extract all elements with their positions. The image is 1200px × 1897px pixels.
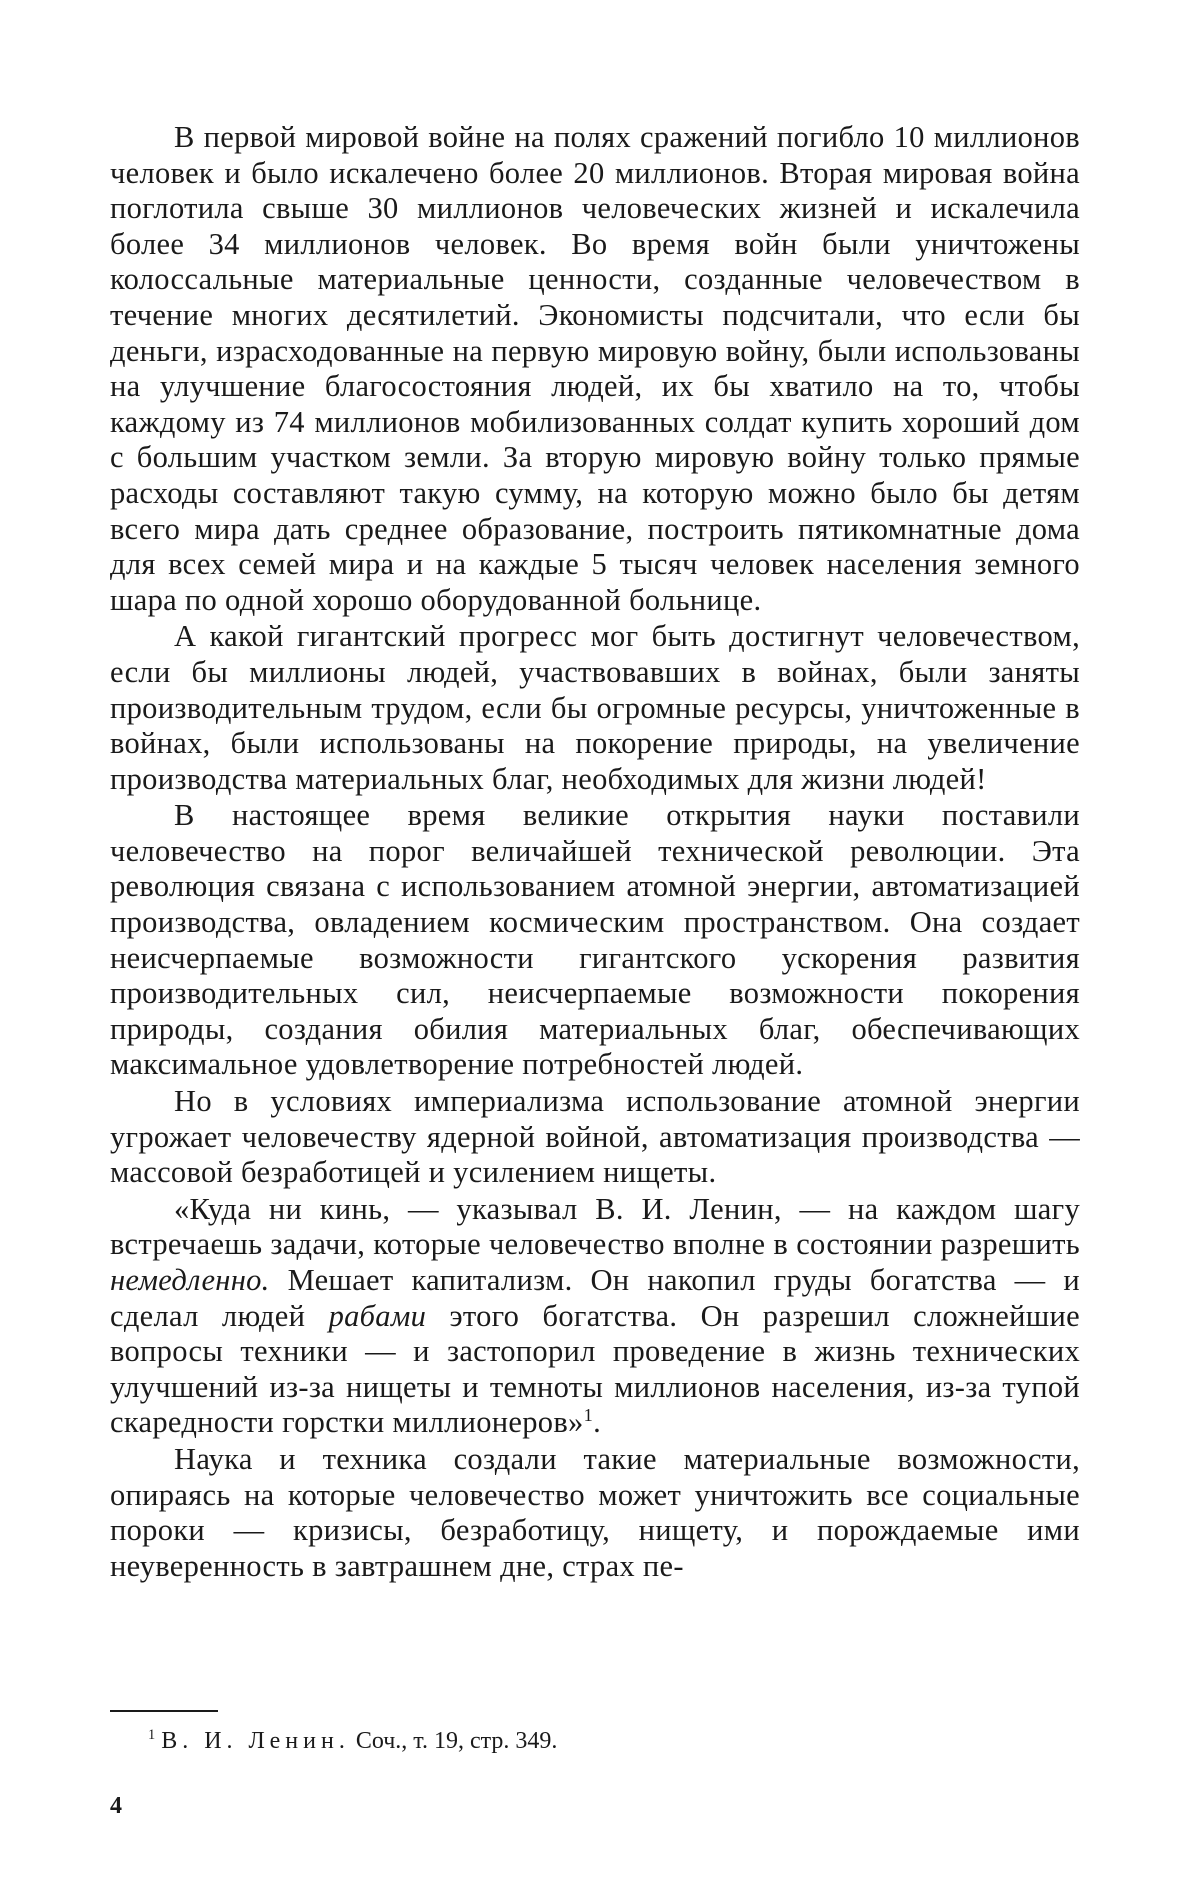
footnote-divider (110, 1710, 218, 1712)
main-text (110, 120, 1080, 1584)
footnote-marker: 1 (148, 1727, 155, 1743)
paragraph-6: Наука и техника создали такие материальные возможности, опираясь на которые человечество может уничтожить все социальные пороки — кризисы, безработицу, нищету, и порождаемые ими неуверенность в завтрашнем дне, страх пе- (110, 1442, 1080, 1584)
quote-text-part-4: . (593, 1405, 601, 1439)
footnote-source: Соч., т. 19, стр. 349. (356, 1728, 558, 1754)
page-number: 4 (110, 1792, 122, 1820)
quote-text-part-1: «Куда ни кинь, — указывал В. И. Ленин, — на каждом шагу встречаешь задачи, которые человечество вполне в состоянии разрешить (110, 1192, 1080, 1262)
quote-text-part-2: Мешает капитализм. Он накопил груды богатства — и сделал людей (110, 1263, 1080, 1333)
quote-emphasis-slaves: рабами (329, 1299, 427, 1333)
paragraph-4: Но в условиях империализма использование атомной энергии угрожает человечеству ядерной войной, автоматизация производства — массовой безработицей и усилением нищеты. (110, 1084, 1080, 1191)
footnote (148, 1726, 557, 1756)
book-page (0, 0, 1200, 1897)
footnote-author: В. И. Ленин. (161, 1728, 350, 1754)
footnote-reference: 1 (584, 1405, 593, 1425)
paragraph-1: В первой мировой войне на полях сражений погибло 10 миллионов человек и было искалечено более 20 миллионов. Вторая мировая война поглотила свыше 30 миллионов человеческих жизней и искалечила более 34 миллионов человек. Во время войн были уничтожены колоссальные материальные ценности, созданные человечеством в течение многих десятилетий. Экономисты подсчитали, что если бы деньги, израсходованные на первую мировую войну, были использованы на улучшение благосостояния людей, их бы хватило на то, чтобы каждому из 74 миллионов мобилизованных солдат купить хороший дом с большим участком земли. За вторую мировую войну только прямые расходы составляют такую сумму, на которую можно было бы детям всего мира дать среднее образование, построить пятикомнатные дома для всех семей мира и на каждые 5 тысяч человек населения земного шара по одной хорошо оборудованной больнице. (110, 120, 1080, 618)
quote-emphasis-immediately: немедленно. (110, 1263, 270, 1297)
paragraph-3: В настоящее время великие открытия науки поставили человечество на порог величайшей технической революции. Эта революция связана с использованием атомной энергии, автоматизацией производства, овладением космическим пространством. Она создает неисчерпаемые возможности гигантского ускорения развития производительных сил, неисчерпаемые возможности покорения природы, создания обилия материальных благ, обеспечивающих максимальное удовлетворение потребностей людей. (110, 798, 1080, 1083)
paragraph-2: А какой гигантский прогресс мог быть достигнут человечеством, если бы миллионы людей, участвовавших в войнах, были заняты производительным трудом, если бы огромные ресурсы, уничтоженные в войнах, были использованы на покорение природы, на увеличение производства материальных благ, необходимых для жизни людей! (110, 619, 1080, 797)
paragraph-5-lenin-quote (110, 1192, 1080, 1441)
quote-text-part-3: этого богатства. Он разрешил сложнейшие вопросы техники — и застопорил проведение в жизнь технических улучшений из-за нищеты и темноты миллионов населения, из-за тупой скаредности горстки миллионеров» (110, 1299, 1080, 1440)
